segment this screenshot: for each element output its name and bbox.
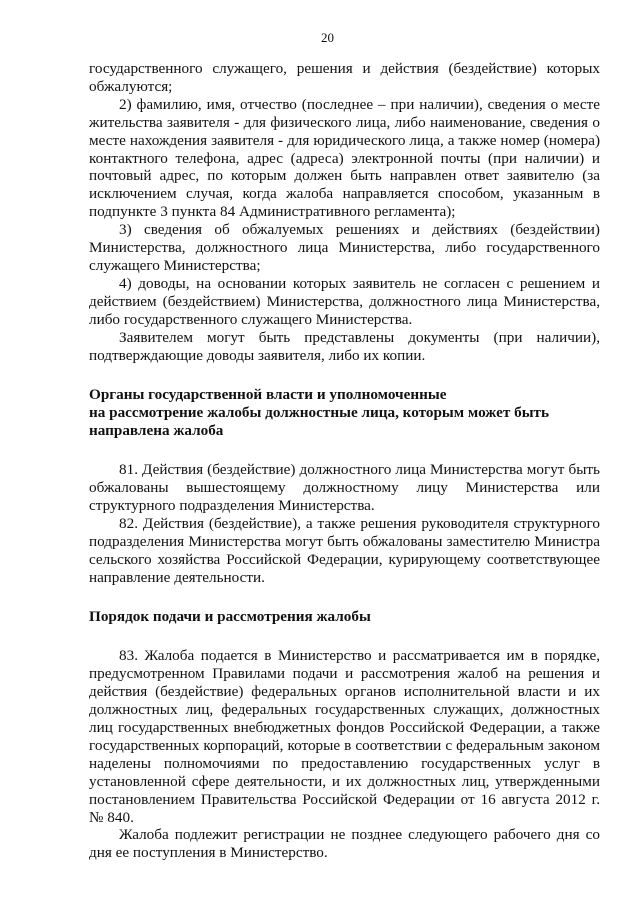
paragraph-81: 81. Действия (бездействие) должностного лица Министерства могут быть обжалованы вышестоящему должностному лицу Министерства или структурного подразделения Министерства. — [89, 461, 600, 514]
page-number: 20 — [321, 30, 334, 45]
document-body — [89, 60, 600, 862]
section-heading-procedure: Порядок подачи и рассмотрения жалобы — [89, 608, 371, 626]
heading-line-1: Органы государственной власти и уполномоченные — [89, 386, 447, 404]
paragraph-item-2: 2) фамилию, имя, отчество (последнее – при наличии), сведения о месте жительства заявителя - для физического лица, либо наименование, сведения о месте нахождения заявителя - для юридического лица, а также номер (номера) контактного телефона, адрес (адреса) электронной почты (при наличии) и почтовый адрес, по которым должен быть направлен ответ заявителю (за исключением случая, когда жалоба направляется способом, указанным в подпункте 3 пункта 84 Административного регламента); — [89, 95, 600, 221]
section-heading-authorities — [89, 386, 600, 440]
heading-line-2: на рассмотрение жалобы должностные лица, которым может быть — [89, 404, 550, 422]
paragraph-82: 82. Действия (бездействие), а также решения руководителя структурного подразделения Министерства могут быть обжалованы заместителю Министра сельского хозяйства Российской Федерации, курирующему соответствующее направление деятельности. — [89, 514, 600, 586]
paragraph-documents: Заявителем могут быть представлены документы (при наличии), подтверждающие доводы заявителя, либо их копии. — [89, 328, 600, 364]
paragraph-item-3: 3) сведения об обжалуемых решениях и действиях (бездействии) Министерства, должностного лица Министерства, либо государственного служащего Министерства; — [89, 221, 600, 274]
paragraph-item-4: 4) доводы, на основании которых заявитель не согласен с решением и действием (бездействием) Министерства, должностного лица Министерства, либо государственного служащего Министерства. — [89, 274, 600, 328]
paragraph-continuation: государственного служащего, решения и действия (бездействие) которых обжалуются; — [89, 60, 600, 95]
paragraph-83: 83. Жалоба подается в Министерство и рассматривается им в порядке, предусмотренном Правилами подачи и рассмотрения жалоб на решения и действия (бездействие) федеральных органов исполнительной власти и их должностных лиц, федеральных государственных служащих, должностных лиц государственных внебюджетных фондов Российской Федерации, а также государственных корпораций, которые в соответствии с федеральным законом наделены полномочиями по предоставлению государственных услуг в установленной сфере деятельности, и их должностных лиц, утвержденными постановлением Правительства Российской Федерации от 16 августа 2012 г. № 840. — [89, 647, 600, 826]
heading-line-3: направлена жалоба — [89, 422, 224, 440]
paragraph-registration: Жалоба подлежит регистрации не позднее следующего рабочего дня со дня ее поступления в Министерство. — [89, 826, 600, 862]
